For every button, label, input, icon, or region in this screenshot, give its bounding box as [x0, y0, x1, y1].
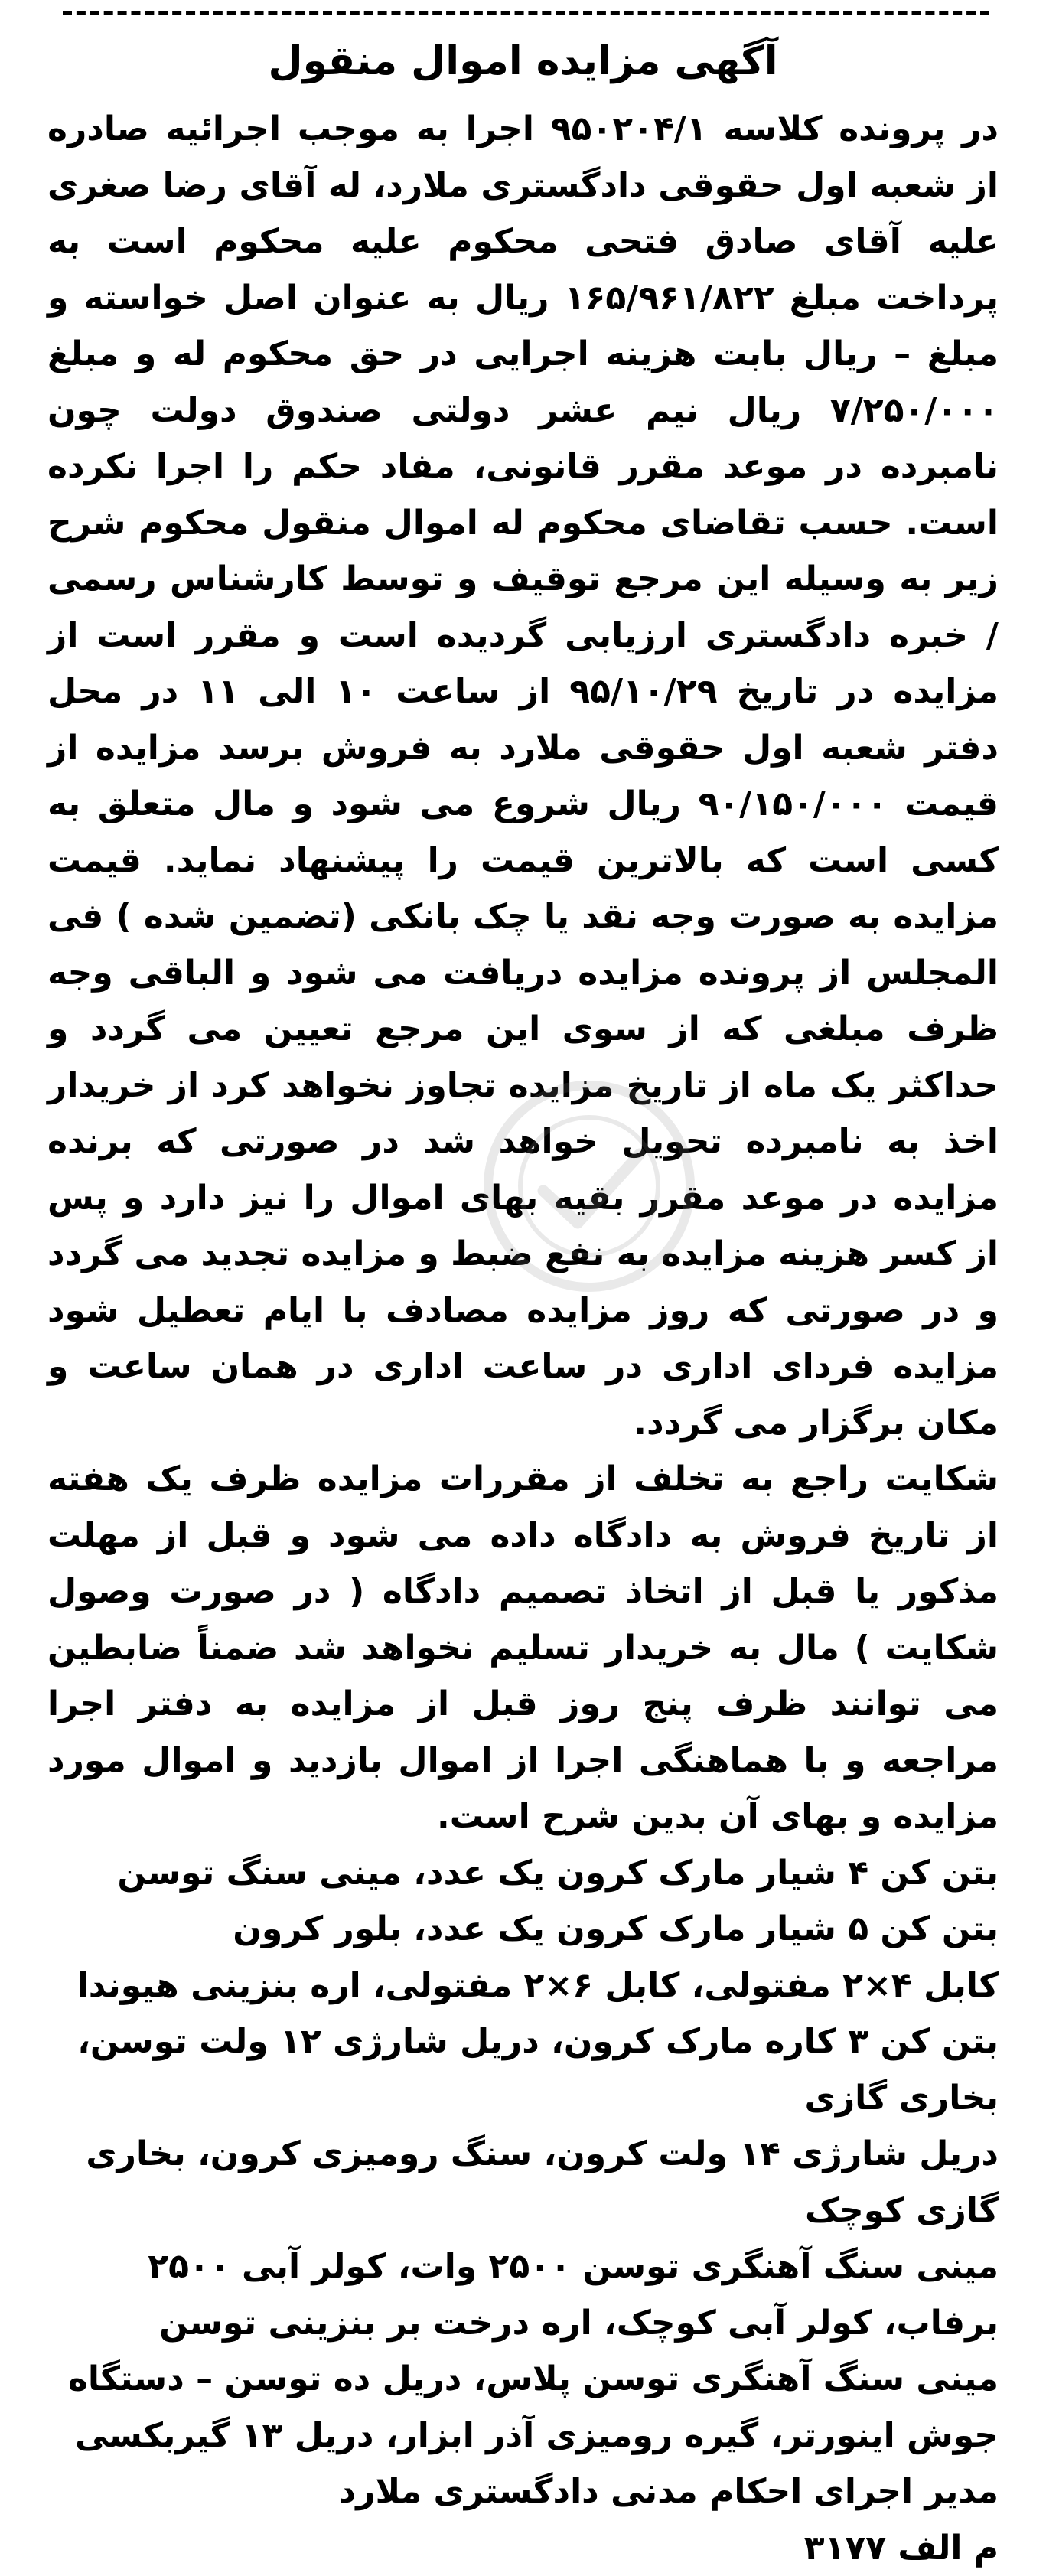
- notice-title: آگهی مزایده اموال منقول: [47, 26, 999, 96]
- notice-paragraph-2: شکایت راجع به تخلف از مقررات مزایده ظرف یک هفته از تاریخ فروش به دادگاه داده می شود و قبل از مهلت مذکور یا قبل از اتخاذ تصمیم دادگاه ( در صورت وصول شکایت ) مال به خریدار تسلیم نخواهد شد ضمناً ضابطین می توانند ظرف پنج روز قبل از مزایده به دفتر اجرا مراجعه و با هماهنگی اجرا از اموال بازدید و اموال مورد مزایده و بهای آن بدین شرح است.: [47, 1451, 999, 1845]
- list-item: بتن کن ۳ کاره مارک کرون، دریل شارژی ۱۲ ولت توسن، بخاری گازی: [47, 2014, 999, 2126]
- list-item: بتن کن ۴ شیار مارک کرون یک عدد، مینی سنگ توسن: [47, 1845, 999, 1902]
- list-item: بتن کن ۵ شیار مارک کرون یک عدد، بلور کرون: [47, 1901, 999, 1958]
- list-item: دریل شارژی ۱۴ ولت کرون، سنگ رومیزی کرون، بخاری گازی کوچک: [47, 2126, 999, 2239]
- list-item: مینی سنگ آهنگری توسن ۲۵۰۰ وات، کولر آبی ۲۵۰۰ برفاب، کولر آبی کوچک، اره درخت بر بنزینی توسن: [47, 2239, 999, 2351]
- notice-paragraph-1: در پرونده کلاسه ۹۵۰۲۰۴/۱ اجرا به موجب اجرائیه صادره از شعبه اول حقوقی دادگستری ملارد، له آقای رضا صغری علیه آقای صادق فتحی محکوم علیه محکوم است به پرداخت مبلغ ۱۶۵/۹۶۱/۸۲۲ ریال به عنوان اصل خواسته و مبلغ – ریال بابت هزینه اجرایی در حق محکوم له و مبلغ ۷/۲۵۰/۰۰۰ ریال نیم عشر دولتی صندوق دولت چون نامبرده در موعد مقرر قانونی، مفاد حکم را اجرا نکرده است. حسب تقاضای محکوم له اموال منقول محکوم شرح زیر به وسیله این مرجع توقیف و توسط کارشناس رسمی / خبره دادگستری ارزیابی گردیده است و مقرر است از مزایده در تاریخ ۹۵/۱۰/۲۹ از ساعت ۱۰ الی ۱۱ در محل دفتر شعبه اول حقوقی ملارد به فروش برسد مزایده از قیمت ۹۰/۱۵۰/۰۰۰ ریال شروع می شود و مال متعلق به کسی است که بالاترین قیمت را پیشنهاد نماید. قیمت مزایده به صورت وجه نقد یا چک بانکی (تضمین شده ) فی المجلس از پرونده مزایده دریافت می شود و الباقی وجه ظرف مبلغی که از سوی این مرجع تعیین می گردد و حداکثر یک ماه از تاریخ مزایده تجاوز نخواهد کرد از خریدار اخذ به نامبرده تحویل خواهد شد در صورتی که برنده مزایده در موعد مقرر بقیه بهای اموال را نیز دارد و پس از کسر هزینه مزایده به نفع ضبط و مزایده تجدید می گردد و در صورتی که روز مزایده مصادف با ایام تعطیل شود مزایده فردای اداری در ساعت اداری در همان ساعت و مکان برگزار می گردد.: [47, 101, 999, 1451]
- notice-body: [47, 101, 999, 2576]
- reference-code: م الف ۳۱۷۷: [47, 2520, 999, 2576]
- auction-items-list: [47, 1845, 999, 2464]
- signature-line: مدیر اجرای احکام مدنی دادگستری ملارد: [47, 2464, 999, 2520]
- list-item: کابل ۴×۲ مفتولی، کابل ۶×۲ مفتولی، اره بنزینی هیوندا: [47, 1958, 999, 2014]
- top-dashed-rule: [63, 11, 989, 23]
- list-item: مینی سنگ آهنگری توسن پلاس، دریل ده توسن – دستگاه جوش اینورتر، گیره رومیزی آذر ابزار، دریل ۱۳ گیربکسی: [47, 2351, 999, 2464]
